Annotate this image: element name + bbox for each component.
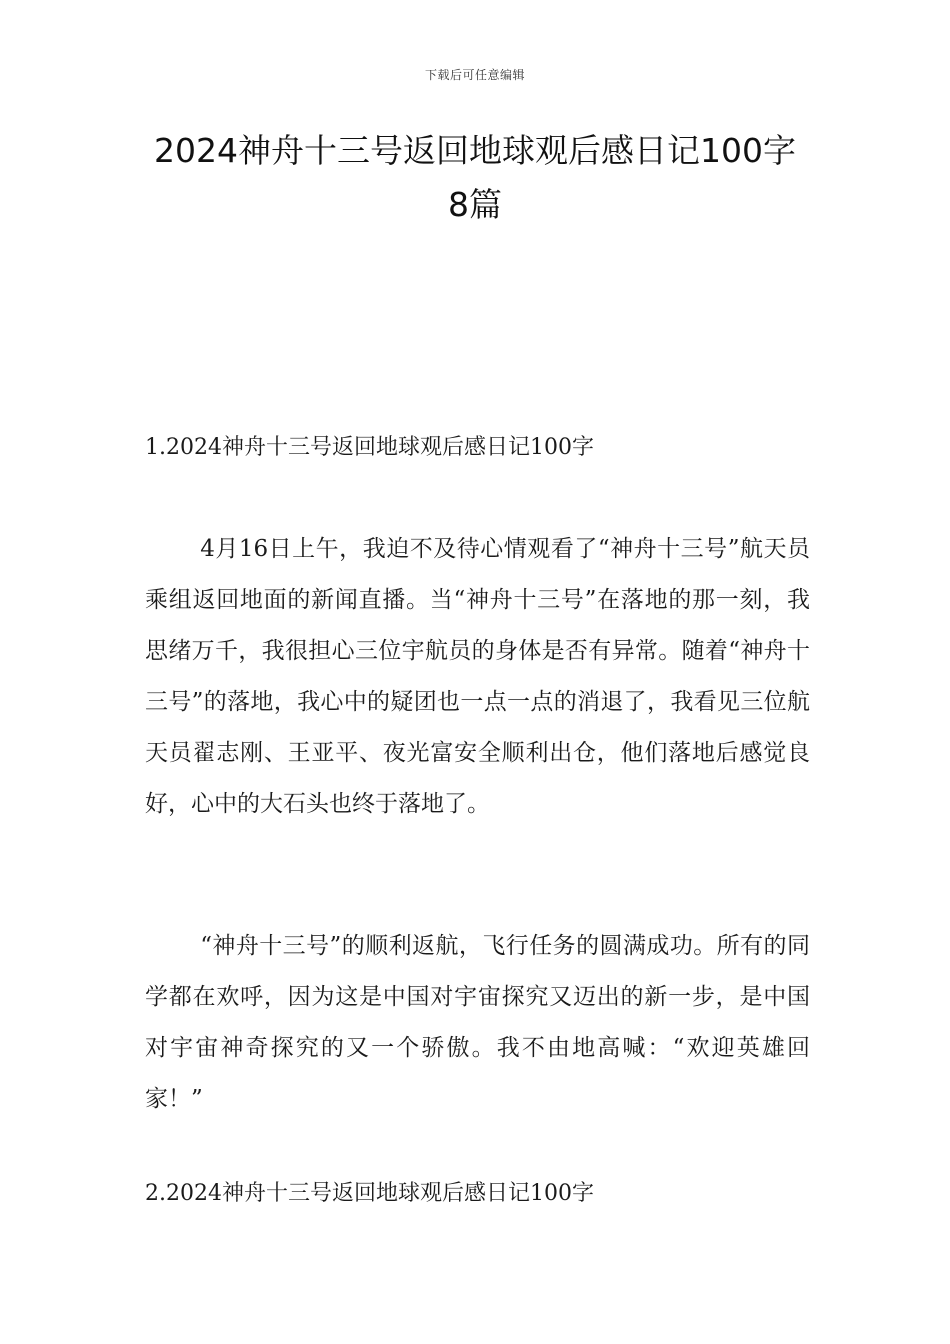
header-note: 下载后可任意编辑 — [424, 68, 525, 82]
section-heading-1: 1.2024神舟十三号返回地球观后感日记100字 — [145, 435, 594, 460]
section-1-paragraph-1: 4月16日上午，我迫不及待心情观看了“神舟十三号”航天员乘组返回地面的新闻直播。当“神舟十三号”在落地的那一刻，我思绪万千，我很担心三位宇航员的身体是否有异常。随着“神舟十三号”的落地，我心中的疑团也一点一点的消退了，我看见三位航天员翟志刚、王亚平、夜光富安全顺利出仓，他们落地后感觉良好，心中的大石头也终于落地了。 — [145, 536, 810, 817]
document-title: 2024神舟十三号返回地球观后感日记100字8篇 — [154, 131, 796, 224]
section-heading-2: 2.2024神舟十三号返回地球观后感日记100字 — [145, 1181, 594, 1206]
section-1-paragraph-2: “神舟十三号”的顺利返航，飞行任务的圆满成功。所有的同学都在欢呼，因为这是中国对宇宙探究又迈出的新一步，是中国对宇宙神奇探究的又一个骄傲。我不由地高喊：“欢迎英雄回家！” — [145, 933, 810, 1112]
